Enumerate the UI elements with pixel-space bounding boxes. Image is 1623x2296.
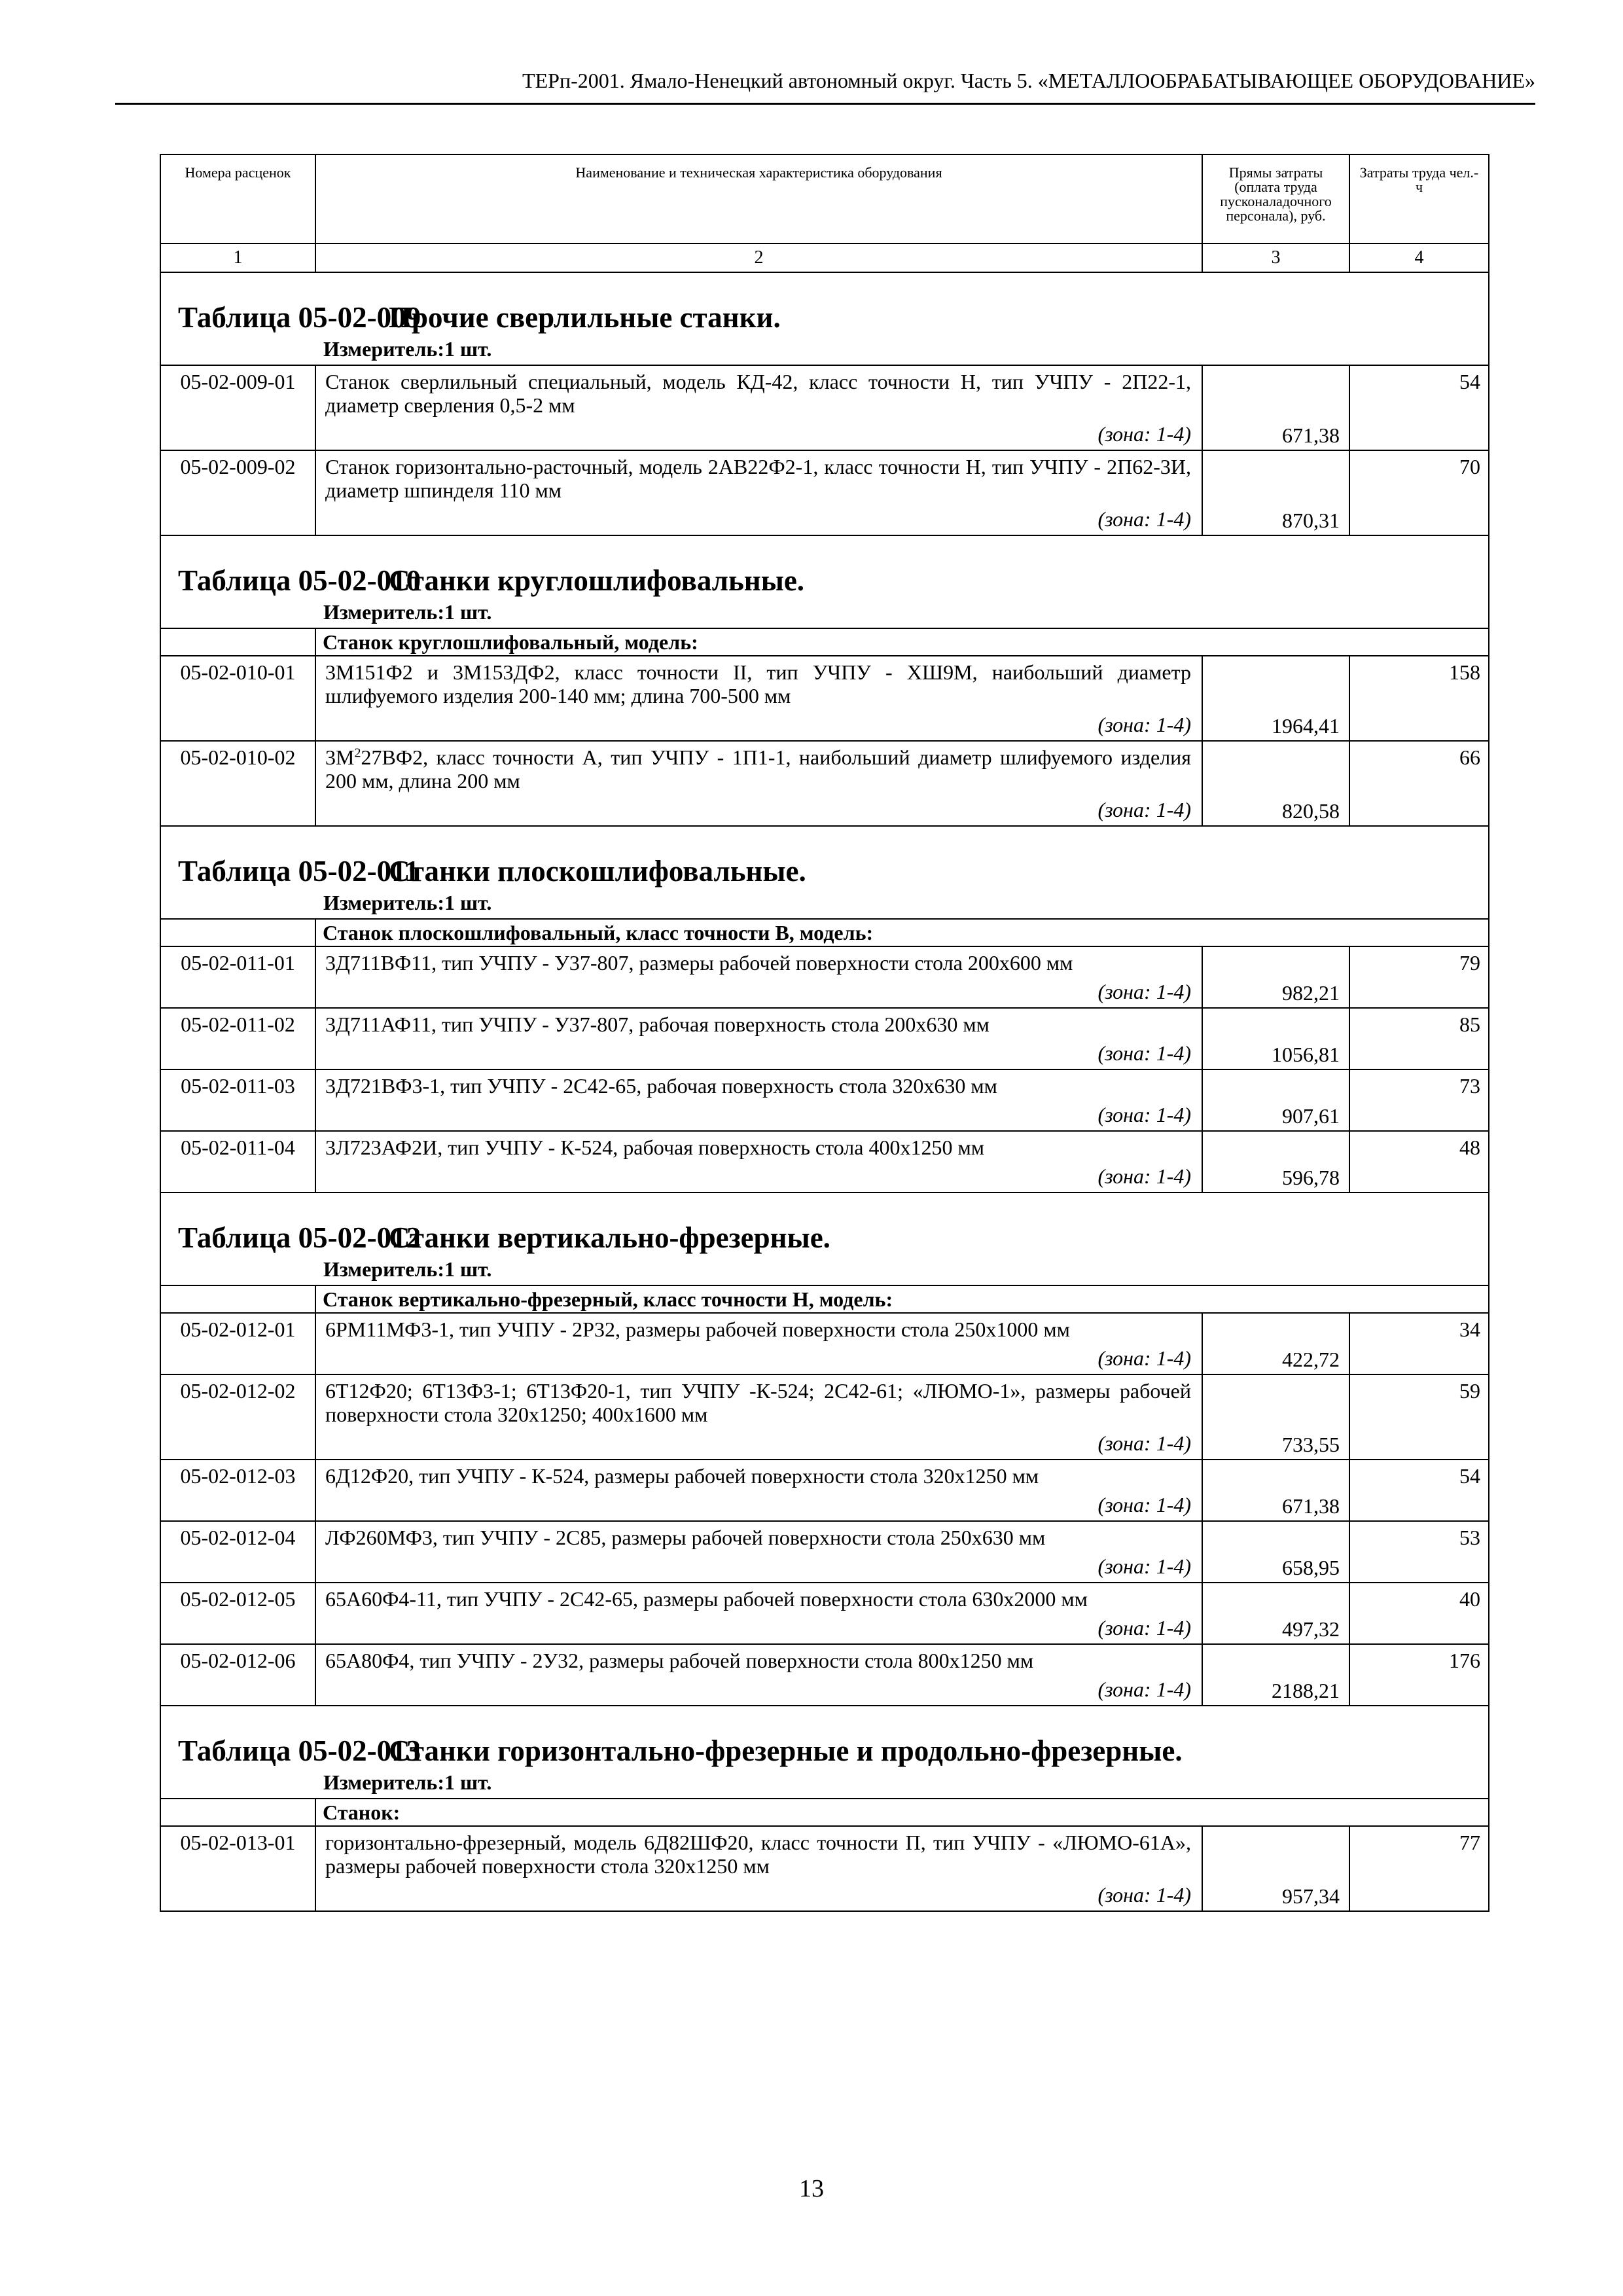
labor-hours: 158: [1349, 656, 1489, 741]
table-section-header-cell: [160, 826, 1489, 919]
direct-cost-cell: [1202, 1374, 1349, 1460]
header-rule: [115, 103, 1535, 105]
table-title: [178, 562, 804, 599]
direct-cost-value: 497,32: [1282, 1617, 1340, 1641]
table-subheading-row: [160, 919, 1489, 946]
direct-cost-value: 671,38: [1282, 1494, 1340, 1518]
labor-hours: 66: [1349, 741, 1489, 826]
direct-cost-value: 820,58: [1282, 799, 1340, 823]
direct-cost-cell: [1202, 946, 1349, 1008]
direct-cost-cell: [1202, 1069, 1349, 1131]
direct-cost-value: 1056,81: [1272, 1043, 1340, 1066]
zone-note: (зона: 1-4): [1097, 1346, 1191, 1370]
equipment-description: 3Л723АФ2И, тип УЧПУ - К-524, рабочая поверхность стола 400x1250 мм: [325, 1136, 984, 1159]
equipment-description-cell: [315, 946, 1202, 1008]
zone-note: (зона: 1-4): [1097, 1431, 1191, 1455]
model-rest: 27ВФ2, класс точности А, тип УЧПУ - 1П1-1, наибольший диаметр шлифуемого изделия 200 мм, длина 200 мм: [325, 745, 1191, 793]
labor-hours: 176: [1349, 1644, 1489, 1706]
subheading-empty-cell: [160, 919, 315, 946]
table-meter: Измеритель:1 шт.: [323, 1257, 492, 1281]
rate-code: 05-02-012-05: [160, 1583, 315, 1644]
direct-cost-cell: [1202, 1460, 1349, 1521]
equipment-description-cell: [315, 741, 1202, 826]
direct-cost-cell: [1202, 1008, 1349, 1069]
equipment-description: горизонтально-фрезерный, модель 6Д82ШФ20, класс точности П, тип УЧПУ - «ЛЮМО-61А», размеры рабочей поверхности стола 320x1250 мм: [325, 1831, 1191, 1878]
equipment-description: Станок сверлильный специальный, модель КД-42, класс точности Н, тип УЧПУ - 2П22-1, диаметр сверления 0,5-2 мм: [325, 370, 1191, 417]
direct-cost-value: 1964,41: [1272, 714, 1340, 738]
labor-hours: 54: [1349, 365, 1489, 450]
rate-code: 05-02-010-01: [160, 656, 315, 741]
table-number: Таблица 05-02-013: [178, 1734, 421, 1767]
rate-code: 05-02-009-02: [160, 450, 315, 535]
equipment-description: 3Д711ВФ11, тип УЧПУ - У37-807, размеры рабочей поверхности стола 200x600 мм: [325, 951, 1073, 975]
rate-code: 05-02-011-03: [160, 1069, 315, 1131]
table-section-header-cell: [160, 535, 1489, 628]
running-head: ТЕРп-2001. Ямало-Ненецкий автономный округ. Часть 5. «МЕТАЛЛООБРАБАТЫВАЮЩЕЕ ОБОРУДОВАНИЕ»: [522, 69, 1535, 92]
equipment-description-cell: [315, 1069, 1202, 1131]
model-superscript: 2: [354, 745, 361, 761]
labor-hours: 70: [1349, 450, 1489, 535]
direct-cost-cell: [1202, 1313, 1349, 1374]
table-row: [160, 946, 1489, 1008]
table-section-header: [160, 1706, 1489, 1799]
table-section-header: [160, 272, 1489, 365]
table-row: [160, 1008, 1489, 1069]
direct-cost-value: 957,34: [1282, 1884, 1340, 1908]
equipment-description: 65А60Ф4-11, тип УЧПУ - 2С42-65, размеры рабочей поверхности стола 630x2000 мм: [325, 1587, 1088, 1611]
labor-hours: 54: [1349, 1460, 1489, 1521]
equipment-description-cell: [315, 1374, 1202, 1460]
equipment-description-cell: [315, 656, 1202, 741]
labor-hours: 77: [1349, 1826, 1489, 1911]
equipment-description-cell: [315, 1460, 1202, 1521]
table-section-header-cell: [160, 1706, 1489, 1799]
equipment-description: 65А80Ф4, тип УЧПУ - 2У32, размеры рабочей поверхности стола 800x1250 мм: [325, 1649, 1034, 1672]
direct-cost-cell: [1202, 450, 1349, 535]
table-row: [160, 1131, 1489, 1193]
zone-note: (зона: 1-4): [1097, 1554, 1191, 1578]
equipment-description-cell: [315, 365, 1202, 450]
zone-note: (зона: 1-4): [1097, 1883, 1191, 1907]
table-subheading: Станок плоскошлифовальный, класс точности В, модель:: [315, 919, 1489, 946]
page-number: 13: [799, 2175, 824, 2202]
column-number: 4: [1349, 243, 1489, 272]
table-subheading: Станок:: [315, 1799, 1489, 1826]
equipment-description: 6Т12Ф20; 6Т13Ф3-1; 6Т13Ф20-1, тип УЧПУ -К-524; 2С42-61; «ЛЮМО-1», размеры рабочей поверхности стола 320x1250; 400x1600 мм: [325, 1379, 1191, 1426]
direct-cost-value: 596,78: [1282, 1166, 1340, 1189]
table-row: [160, 1521, 1489, 1583]
table-title: [178, 1219, 830, 1256]
rate-code: 05-02-012-03: [160, 1460, 315, 1521]
direct-cost-value: 422,72: [1282, 1348, 1340, 1371]
table-name: Станки плоскошлифовальные.: [389, 855, 806, 888]
table-meter: Измеритель:1 шт.: [323, 1770, 492, 1794]
direct-cost-cell: [1202, 1826, 1349, 1911]
column-number: 1: [160, 243, 315, 272]
labor-hours: 53: [1349, 1521, 1489, 1583]
column-header-codes: Номера расценок: [160, 154, 315, 243]
direct-cost-value: 907,61: [1282, 1104, 1340, 1128]
rate-code: 05-02-013-01: [160, 1826, 315, 1911]
table-title: [178, 853, 806, 889]
equipment-description-cell: [315, 1131, 1202, 1193]
direct-cost-value: 733,55: [1282, 1433, 1340, 1456]
zone-note: (зона: 1-4): [1097, 1041, 1191, 1065]
table-row: [160, 1069, 1489, 1131]
direct-cost-value: 870,31: [1282, 509, 1340, 532]
table-number: Таблица 05-02-011: [178, 855, 419, 888]
table-subheading-row: [160, 628, 1489, 656]
subheading-empty-cell: [160, 1799, 315, 1826]
labor-hours: 34: [1349, 1313, 1489, 1374]
labor-hours: 40: [1349, 1583, 1489, 1644]
table-section-header-cell: [160, 272, 1489, 365]
labor-hours: 79: [1349, 946, 1489, 1008]
equipment-description-cell: [315, 1008, 1202, 1069]
table-name: Станки горизонтально-фрезерные и продольно-фрезерные.: [389, 1734, 1183, 1767]
equipment-description-cell: [315, 1313, 1202, 1374]
rates-table: [160, 154, 1489, 1912]
equipment-description: 3Д711АФ11, тип УЧПУ - У37-807, рабочая поверхность стола 200x630 мм: [325, 1013, 990, 1036]
table-name: Станки вертикально-фрезерные.: [389, 1221, 830, 1254]
equipment-description-cell: [315, 450, 1202, 535]
direct-cost-cell: [1202, 656, 1349, 741]
rates-table-body: [160, 272, 1489, 1911]
zone-note: (зона: 1-4): [1097, 1616, 1191, 1640]
table-row: [160, 450, 1489, 535]
equipment-description: 6Д12Ф20, тип УЧПУ - К-524, размеры рабочей поверхности стола 320x1250 мм: [325, 1464, 1039, 1488]
labor-hours: 85: [1349, 1008, 1489, 1069]
direct-cost-cell: [1202, 1131, 1349, 1193]
table-row: [160, 365, 1489, 450]
rate-code: 05-02-012-02: [160, 1374, 315, 1460]
zone-note: (зона: 1-4): [1097, 713, 1191, 736]
zone-note: (зона: 1-4): [1097, 798, 1191, 821]
table-number: Таблица 05-02-010: [178, 564, 421, 597]
labor-hours: 48: [1349, 1131, 1489, 1193]
labor-hours: 59: [1349, 1374, 1489, 1460]
rate-code: 05-02-012-06: [160, 1644, 315, 1706]
direct-cost-cell: [1202, 1583, 1349, 1644]
equipment-description: ЛФ260МФ3, тип УЧПУ - 2С85, размеры рабочей поверхности стола 250x630 мм: [325, 1526, 1046, 1549]
column-number: 2: [315, 243, 1202, 272]
table-row: [160, 1826, 1489, 1911]
table-row: [160, 1460, 1489, 1521]
table-section-header: [160, 826, 1489, 919]
column-header-labor: Затраты труда чел.-ч: [1349, 154, 1489, 243]
table-subheading: Станок круглошлифовальный, модель:: [315, 628, 1489, 656]
zone-note: (зона: 1-4): [1097, 1493, 1191, 1516]
table-section-header: [160, 535, 1489, 628]
column-header-direct-costs: Прямы затраты (оплата труда пусконаладочного персонала), руб.: [1202, 154, 1349, 243]
zone-note: (зона: 1-4): [1097, 507, 1191, 531]
table-row: [160, 741, 1489, 826]
equipment-description: Станок горизонтально-расточный, модель 2АВ22Ф2-1, класс точности Н, тип УЧПУ - 2П62-3И, диаметр шпинделя 110 мм: [325, 455, 1191, 502]
equipment-description-cell: [315, 1583, 1202, 1644]
direct-cost-value: 2188,21: [1272, 1679, 1340, 1702]
table-meter: Измеритель:1 шт.: [323, 891, 492, 914]
table-meter: Измеритель:1 шт.: [323, 600, 492, 624]
direct-cost-value: 671,38: [1282, 423, 1340, 447]
direct-cost-cell: [1202, 741, 1349, 826]
zone-note: (зона: 1-4): [1097, 980, 1191, 1003]
direct-cost-cell: [1202, 1644, 1349, 1706]
rate-code: 05-02-009-01: [160, 365, 315, 450]
labor-hours: 73: [1349, 1069, 1489, 1131]
table-subheading: Станок вертикально-фрезерный, класс точности Н, модель:: [315, 1285, 1489, 1313]
rate-code: 05-02-011-02: [160, 1008, 315, 1069]
table-name: Прочие сверлильные станки.: [389, 301, 781, 334]
equipment-description: 6РМ11МФ3-1, тип УЧПУ - 2Р32, размеры рабочей поверхности стола 250x1000 мм: [325, 1318, 1070, 1341]
column-number: 3: [1202, 243, 1349, 272]
table-section-header-cell: [160, 1193, 1489, 1285]
direct-cost-value: 982,21: [1282, 981, 1340, 1005]
zone-note: (зона: 1-4): [1097, 422, 1191, 446]
rate-code: 05-02-012-04: [160, 1521, 315, 1583]
zone-note: (зона: 1-4): [1097, 1677, 1191, 1701]
table-row: [160, 1583, 1489, 1644]
table-section-header: [160, 1193, 1489, 1285]
subheading-empty-cell: [160, 1285, 315, 1313]
model-prefix: 3М: [325, 745, 355, 769]
rate-code: 05-02-010-02: [160, 741, 315, 826]
direct-cost-value: 658,95: [1282, 1556, 1340, 1579]
table-meter: Измеритель:1 шт.: [323, 337, 492, 361]
column-header-row: [160, 154, 1489, 243]
zone-note: (зона: 1-4): [1097, 1164, 1191, 1188]
equipment-description-cell: [315, 1826, 1202, 1911]
equipment-description: [325, 745, 1191, 793]
rate-code: 05-02-012-01: [160, 1313, 315, 1374]
table-row: [160, 1644, 1489, 1706]
table-title: [178, 299, 781, 336]
table-subheading-row: [160, 1799, 1489, 1826]
table-number: Таблица 05-02-009: [178, 301, 421, 334]
rate-code: 05-02-011-04: [160, 1131, 315, 1193]
direct-cost-cell: [1202, 365, 1349, 450]
table-name: Станки круглошлифовальные.: [389, 564, 805, 597]
table-title: [178, 1732, 1183, 1769]
table-subheading-row: [160, 1285, 1489, 1313]
table-row: [160, 656, 1489, 741]
equipment-description-cell: [315, 1644, 1202, 1706]
equipment-description-cell: [315, 1521, 1202, 1583]
equipment-description: 3М151Ф2 и 3М153ДФ2, класс точности II, тип УЧПУ - ХШ9М, наибольший диаметр шлифуемого изделия 200-140 мм; длина 700-500 мм: [325, 660, 1191, 708]
table-row: [160, 1313, 1489, 1374]
direct-cost-cell: [1202, 1521, 1349, 1583]
subheading-empty-cell: [160, 628, 315, 656]
table-number: Таблица 05-02-012: [178, 1221, 421, 1254]
column-header-description: Наименование и техническая характеристика оборудования: [315, 154, 1202, 243]
equipment-description: 3Д721ВФ3-1, тип УЧПУ - 2С42-65, рабочая поверхность стола 320x630 мм: [325, 1074, 997, 1098]
zone-note: (зона: 1-4): [1097, 1103, 1191, 1126]
rate-code: 05-02-011-01: [160, 946, 315, 1008]
column-number-row: [160, 243, 1489, 272]
table-row: [160, 1374, 1489, 1460]
